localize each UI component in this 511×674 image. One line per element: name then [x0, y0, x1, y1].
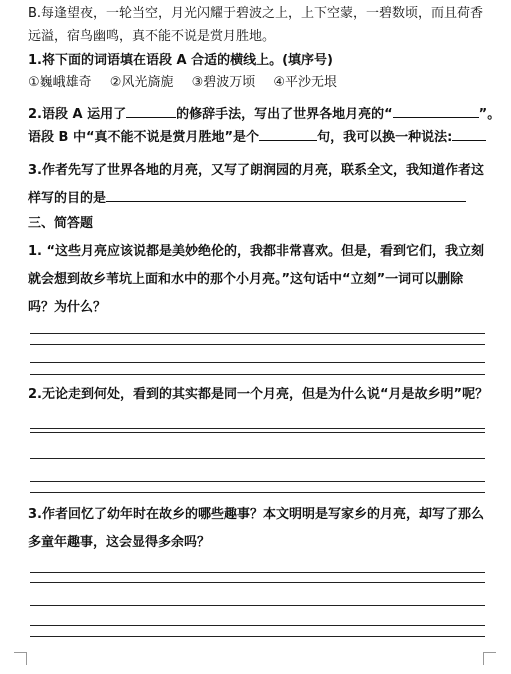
- answer-blank-rhetoric[interactable]: [126, 103, 176, 118]
- question-1-options: [28, 73, 489, 93]
- q2-text-c: ”。: [478, 107, 501, 122]
- option-1: ①巍峨雄奇: [28, 75, 92, 90]
- q2-text-a: 2.语段 A 运用了: [28, 107, 127, 122]
- answer-line[interactable]: [30, 625, 485, 626]
- answer-line[interactable]: [30, 481, 485, 482]
- short-answer-1-line-1: 1. “这些月亮应该说都是美妙绝伦的，我都非常喜欢。但是，看到它们，我立刻: [28, 244, 485, 259]
- option-3: ③碧波万顷: [191, 75, 256, 90]
- short-answer-3-line-1: 3.作者回忆了幼年时在故乡的哪些趣事？本文明明是写家乡的月亮，却写了那么: [28, 507, 484, 522]
- answer-blank-rewrite[interactable]: [452, 126, 486, 141]
- corner-mark-bottom-left: [14, 652, 27, 665]
- question-3-line-2: [28, 187, 489, 209]
- corner-mark-bottom-right: [483, 652, 496, 665]
- q3-text: 样写的目的是: [28, 191, 107, 206]
- question-2-line-2: [28, 126, 489, 148]
- option-4: ④平沙无垠: [273, 75, 338, 90]
- answer-line[interactable]: [30, 605, 485, 606]
- q2-text-b: 的修辞手法，写出了世界各地月亮的“: [176, 107, 393, 122]
- passage-b-line-1: B.每逢望夜，一轮当空，月光闪耀于碧波之上，上下空蒙，一碧数顷，而且荷香: [28, 6, 484, 21]
- passage-b-line-2: 远溢，宿鸟幽鸣，真不能不说是赏月胜地。: [28, 29, 276, 44]
- answer-line[interactable]: [30, 428, 485, 429]
- answer-blank-sentence-type[interactable]: [259, 126, 317, 141]
- answer-line[interactable]: [30, 432, 485, 433]
- q2-text-d: 语段 B 中“真不能不说是赏月胜地”是个: [28, 130, 260, 145]
- question-1-prompt: 1.将下面的词语填在语段 A 合适的横线上。(填序号): [28, 53, 333, 68]
- short-answer-1-line-2: 就会想到故乡苇坑上面和水中的那个小月亮。”这句话中“立刻”一词可以删除: [28, 272, 464, 287]
- answer-line[interactable]: [30, 362, 485, 363]
- short-answer-1-line-3: 吗？为什么？: [28, 300, 107, 315]
- question-3-line-1: 3.作者先写了世界各地的月亮，又写了朗润园的月亮，联系全文，我知道作者这: [28, 163, 484, 178]
- answer-blank-moon-trait[interactable]: [393, 103, 479, 118]
- answer-line[interactable]: [30, 572, 485, 573]
- q2-text-e: 句，我可以换一种说法:: [317, 130, 453, 145]
- answer-line[interactable]: [30, 492, 485, 493]
- option-2: ②风光旖旎: [109, 75, 174, 90]
- answer-line[interactable]: [30, 374, 485, 375]
- answer-line[interactable]: [30, 458, 485, 459]
- short-answer-2-line-1: 2.无论走到何处，看到的其实都是同一个月亮，但是为什么说“月是故乡明”呢？: [28, 387, 489, 402]
- answer-line[interactable]: [30, 636, 485, 637]
- answer-line[interactable]: [30, 582, 485, 583]
- question-2-line-1: [28, 103, 501, 125]
- answer-blank-purpose[interactable]: [106, 187, 466, 202]
- short-answer-3-line-2: 多童年趣事，这会显得多余吗？: [28, 535, 211, 550]
- answer-line[interactable]: [30, 344, 485, 345]
- answer-line[interactable]: [30, 333, 485, 334]
- section-heading: 三、简答题: [28, 216, 94, 231]
